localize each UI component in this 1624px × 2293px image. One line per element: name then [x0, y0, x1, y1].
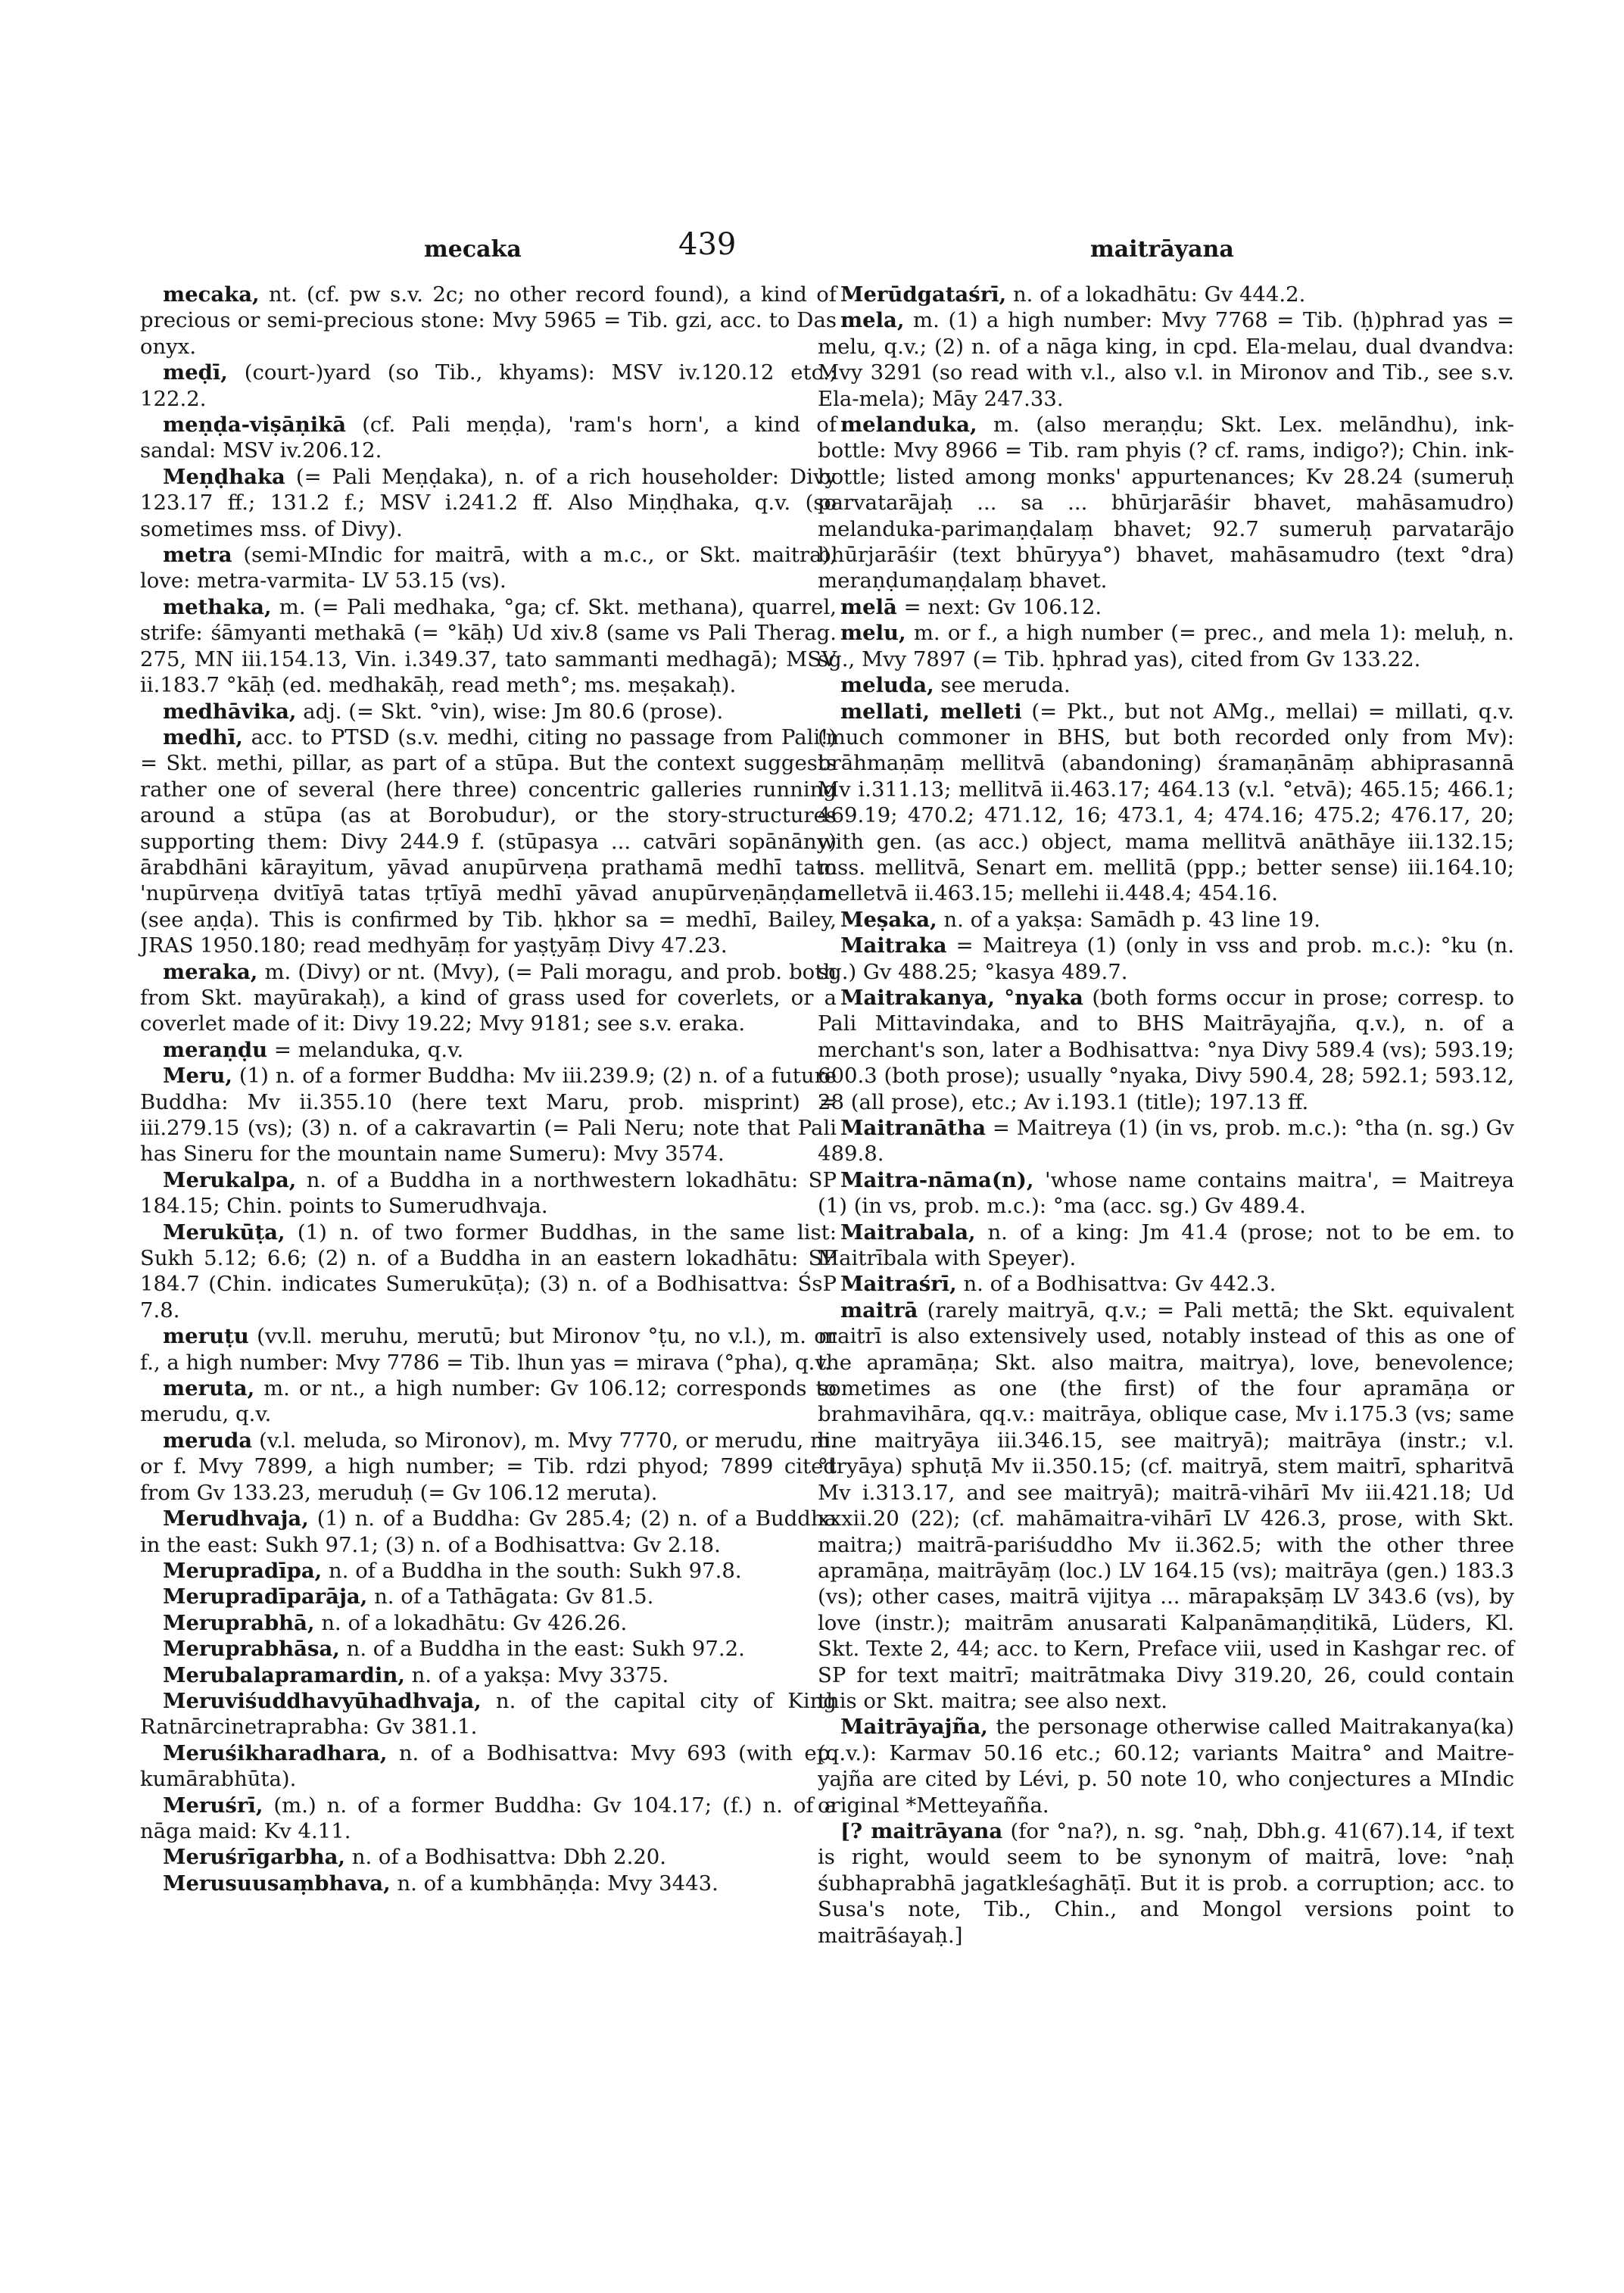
entry-headword: Maitranātha	[840, 1116, 987, 1140]
entry-definition: (court-)yard (so Tib., khyams): MSV iv.120.12 etc.; 122.2.	[140, 360, 837, 411]
entry-headword: metra	[163, 543, 232, 568]
entry-definition: (both forms occur in prose; corresp. to Pali Mittavindaka, and to BHS Maitrāyajña, q.v.), n. of a merchant's son, later a Bodhisattva: °nya Divy 589.4 (vs); 593.19; 600.3 (both prose); usually °nyaka, Divy 590.4, 28; 592.1; 593.12, 28 (all prose), etc.; Av i.193.1 (title); 197.13 ff.	[818, 985, 1514, 1114]
entry-definition: n. of a Buddha in the east: Sukh 97.2.	[339, 1637, 745, 1662]
entry-definition: (= Pali Meṇḍaka), n. of a rich householder: Divy 123.17 ff.; 131.2 f.; MSV i.241.2 ff. Also Miṇḍhaka, q.v. (so sometimes mss. of Divy).	[140, 464, 837, 541]
dictionary-entry	[140, 1844, 837, 1870]
dictionary-entry	[818, 1271, 1514, 1297]
dictionary-entry	[818, 907, 1514, 933]
entry-definition: (m.) n. of a former Buddha: Gv 104.17; (f.) n. of a nāga maid: Kv 4.11.	[140, 1793, 837, 1843]
entry-definition: m. (Divy) or nt. (Mvy), (= Pali moragu, and prob. both from Skt. mayūrakaḥ), a kind of grass used for coverlets, or a coverlet made of it: Divy 19.22; Mvy 9181; see s.v. eraka.	[140, 959, 837, 1036]
entry-headword: Merudhvaja,	[163, 1506, 309, 1531]
dictionary-entry	[140, 1037, 837, 1063]
entry-definition: n. of a Bodhisattva: Mvy 693 (with ep. kumārabhūta).	[140, 1740, 837, 1792]
entry-headword: Meru,	[163, 1064, 232, 1089]
dictionary-entry	[140, 1506, 837, 1558]
entry-headword: Merupradīparāja,	[163, 1584, 368, 1609]
dictionary-entry	[818, 1818, 1514, 1949]
entry-definition: (for °na?), n. sg. °naḥ, Dbh.g. 41(67).14, if text is right, would seem to be synonym of maitrā, love: °naḥ śubhaprabhā jagatkleśaghāṭī. But it is prob. a corruption; acc. to Susa's note, Tib., Chin., and Mongol versions point to maitrāśayaḥ.]	[818, 1818, 1514, 1948]
entry-definition: (= Pkt., but not AMg., mellai) = millati, q.v. (much commoner in BHS, but both recorded only from Mv): brāhmaṇāṃ mellitvā (abandoning) śramaṇānāṃ abhiprasannā Mv i.311.13; mellitvā ii.463.17; 464.13 (v.l. °etvā); 465.15; 466.1; 469.19; 470.2; 471.12, 16; 473.1, 4; 474.16; 475.2; 476.17, 20; with gen. (as acc.) object, mama mellitvā anāthāye iii.132.15; mss. mellitvā, Senart em. mellitā (ppp.; better sense) iii.164.10; melletvā ii.463.15; mellehi ii.448.4; 454.16.	[818, 699, 1514, 906]
entry-headword: Meṣaka,	[840, 907, 937, 932]
dictionary-entry	[818, 672, 1514, 698]
entry-definition: (1) n. of two former Buddhas, in the same list: Sukh 5.12; 6.6; (2) n. of a Buddha in an eastern lokadhātu: SP 184.7 (Chin. indicates Sumerukūṭa); (3) n. of a Bodhisattva: ŚsP 7.8.	[140, 1220, 837, 1323]
entry-definition: 'whose name contains maitra', = Maitreya (1) (in vs, prob. m.c.): °ma (acc. sg.) Gv 489.4.	[818, 1167, 1514, 1219]
entry-definition: = Maitreya (1) (in vs, prob. m.c.): °tha (n. sg.) Gv 489.8.	[818, 1116, 1514, 1167]
dictionary-entry	[140, 542, 837, 594]
dictionary-entry	[140, 1428, 837, 1506]
entry-headword: Maitraśrī,	[840, 1272, 957, 1297]
entry-definition: = next: Gv 106.12.	[896, 594, 1102, 619]
entry-definition: n. of a yakṣa: Samādh p. 43 line 19.	[937, 907, 1320, 932]
entry-definition: n. of the capital city of King Ratnārcinetraprabha: Gv 381.1.	[140, 1688, 837, 1740]
dictionary-entry	[140, 1584, 837, 1609]
entry-headword: [? maitrāyana	[840, 1818, 1003, 1843]
entry-definition: = melanduka, q.v.	[267, 1037, 464, 1062]
entry-headword: Maitra-nāma(n),	[840, 1167, 1034, 1192]
entry-headword: meruṭu	[163, 1324, 249, 1349]
entry-headword: mecaka,	[163, 282, 260, 307]
entry-definition: the personage otherwise called Maitrakanya(ka) (q.v.): Karmav 50.16 etc.; 60.12; variants Maitra° and Maitre-yajña are cited by Lévi, p. 50 note 10, who conjectures a MIndic original *Metteyañña.	[818, 1715, 1514, 1818]
entry-definition: (cf. Pali meṇḍa), 'ram's horn', a kind of sandal: MSV iv.206.12.	[140, 413, 837, 463]
dictionary-entry	[818, 985, 1514, 1115]
entry-headword: Meruprabhāsa,	[163, 1637, 340, 1662]
entry-definition: n. of a Bodhisattva: Dbh 2.20.	[345, 1845, 667, 1870]
entry-headword: meḍī,	[163, 360, 228, 385]
dictionary-entry	[818, 412, 1514, 594]
entry-headword: Maitrabala,	[840, 1220, 976, 1245]
dictionary-entry	[818, 1167, 1514, 1220]
entry-headword: Merusuusaṃbhava,	[163, 1871, 391, 1896]
entry-definition: see meruda.	[934, 673, 1071, 698]
dictionary-entry	[140, 412, 837, 464]
dictionary-entry	[818, 1220, 1514, 1272]
entry-definition: n. of a Bodhisattva: Gv 442.3.	[956, 1272, 1276, 1297]
entry-headword: melā	[840, 594, 897, 619]
dictionary-entry	[140, 1323, 837, 1375]
entry-definition: adj. (= Skt. °vin), wise: Jm 80.6 (prose).	[296, 699, 724, 724]
dictionary-entry	[140, 464, 837, 542]
right-column	[818, 282, 1514, 1949]
dictionary-entry	[140, 360, 837, 412]
entry-definition: (1) n. of a former Buddha: Mv iii.239.9; (2) n. of a future Buddha: Mv ii.355.10 (here text Maru, prob. misprint) = iii.279.15 (vs); (3) n. of a cakravartin (= Pali Neru; note that Pali has Sineru for the mountain name Sumeru): Mvy 3574.	[140, 1064, 837, 1167]
entry-definition: m. or nt., a high number: Gv 106.12; corresponds to merudu, q.v.	[140, 1376, 837, 1427]
entry-definition: n. of a lokadhātu: Gv 444.2.	[1006, 282, 1306, 307]
dictionary-entry	[140, 1740, 837, 1793]
entry-headword: melanduka,	[840, 413, 977, 438]
dictionary-entry	[140, 1220, 837, 1324]
entry-definition: m. or f., a high number (= prec., and mela 1): meluḥ, n. sg., Mvy 7897 (= Tib. ḥphrad yas), cited from Gv 133.22.	[818, 621, 1514, 671]
dictionary-entry	[140, 1063, 837, 1167]
entry-headword: Meruprabhā,	[163, 1610, 315, 1635]
entry-definition: (v.l. meluda, so Mironov), m. Mvy 7770, or merudu, m. or f. Mvy 7899, a high number; = Tib. rdzi phyod; 7899 cited from Gv 133.23, meruduḥ (= Gv 106.12 meruta).	[140, 1428, 837, 1505]
entry-headword: meluda,	[840, 673, 934, 698]
entry-definition: n. of a Tathāgata: Gv 81.5.	[367, 1584, 654, 1609]
entry-definition: m. (also meraṇḍu; Skt. Lex. melāndhu), ink-bottle: Mvy 8966 = Tib. ram phyis (? cf. rams, indigo?); Chin. ink-bottle; listed among monks' appurtenances; Kv 28.24 (sumeruḥ parvatarājaḥ ... sa ... bhūrjarāśir bhavet, mahāsamudro) melanduka-parimaṇḍalaṃ bhavet; 92.7 sumeruḥ parvatarājo bhūrjarāśir (text bhūryya°) bhavet, mahāsamudro (text °dra) meraṇḍumaṇḍalaṃ bhavet.	[818, 413, 1514, 594]
entry-headword: Maitrāyajña,	[840, 1715, 988, 1740]
dictionary-entry	[140, 1662, 837, 1688]
dictionary-entry	[140, 1558, 837, 1584]
entry-headword: medhāvika,	[163, 699, 297, 724]
entry-definition: (rarely maitryā, q.v.; = Pali mettā; the Skt. equivalent maitrī is also extensively used, notably instead of this as one of the apramāṇa; Skt. also maitra, maitrya), love, benevolence; sometimes as one (the first) of the four apramāṇa or brahmavihāra, qq.v.: maitrāya, oblique case, Mv i.175.3 (vs; same line maitryāya iii.346.15, see maitryā); maitrāya (instr.; v.l. °tryāya) sphuṭā Mv ii.350.15; (cf. maitryā, stem maitrī, spharitvā Mv i.313.17, and see maitryā); maitrā-vihārī Mv iii.421.18; Ud xxxii.20 (22); (cf. mahāmaitra-vihārī LV 426.3, prose, with Skt. maitra;) maitrā-pariśuddho Mv ii.362.5; with the other three apramāṇa, maitrāyāṃ (loc.) LV 164.15 (vs); maitrāya (gen.) 183.3 (vs); other cases, maitrā vijitya ... mārapakṣāṃ LV 343.6 (vs), by love (instr.); maitrām anusarati Kalpanāmaṇḍitikā, Lüders, Kl. Skt. Texte 2, 44; acc. to Kern, Preface viii, used in Kashgar rec. of SP for text maitrī; maitrātmaka Divy 319.20, 26, could contain this or Skt. maitra; see also next.	[818, 1298, 1514, 1713]
dictionary-entry	[818, 1714, 1514, 1818]
dictionary-entry	[140, 1636, 837, 1662]
entry-headword: Meruśikharadhara,	[163, 1740, 388, 1765]
dictionary-entry	[818, 1115, 1514, 1167]
entry-headword: Maitraka	[840, 933, 947, 958]
entry-definition: (semi-MIndic for maitrā, with a m.c., or Skt. maitra), love: metra-varmita- LV 53.15 (vs).	[140, 543, 837, 594]
page-header	[136, 227, 1499, 273]
entry-definition: n. of a Buddha in the south: Sukh 97.8.	[322, 1558, 742, 1583]
entry-definition: (1) n. of a Buddha: Gv 285.4; (2) n. of a Buddha in the east: Sukh 97.1; (3) n. of a Bodhisattva: Gv 2.18.	[140, 1506, 837, 1557]
dictionary-entry	[140, 594, 837, 699]
left-column	[140, 282, 837, 1896]
dictionary-entry	[818, 1298, 1514, 1715]
dictionary-entry	[140, 1375, 837, 1428]
dictionary-entry	[140, 699, 837, 724]
dictionary-entry	[140, 282, 837, 360]
dictionary-entry	[818, 699, 1514, 907]
dictionary-entry	[140, 1871, 837, 1896]
entry-definition: = Maitreya (1) (only in vss and prob. m.c.): °ku (n. sg.) Gv 488.25; °kasya 489.7.	[818, 933, 1514, 984]
left-guide-word: mecaka	[424, 236, 522, 263]
dictionary-entry	[818, 933, 1514, 985]
dictionary-entry	[818, 307, 1514, 412]
entry-headword: medhī,	[163, 724, 243, 749]
entry-headword: meraka,	[163, 959, 258, 984]
entry-headword: meṇḍa-viṣāṇikā	[163, 413, 347, 438]
entry-headword: Maitrakanya, °nyaka	[840, 985, 1083, 1010]
dictionary-entry	[818, 282, 1514, 307]
entry-headword: Merukūṭa,	[163, 1220, 285, 1245]
entry-definition: acc. to PTSD (s.v. medhi, citing no passage from Pali!) = Skt. methi, pillar, as part of a stūpa. But the context suggests rather one of several (here three) concentric galleries running around a stūpa (as at Borobudur), or the story-structures supporting them: Divy 244.9 f. (stūpasya ... catvāri sopānāny) ārabdhāni kārayitum, yāvad anupūrveṇa prathamā medhī tato 'nupūrveṇa dvitīyā tatas tṛtīyā medhī yāvad anupūrveṇāṇḍam (see aṇḍa). This is confirmed by Tib. ḥkhor sa = medhī, Bailey, JRAS 1950.180; read medhyāṃ for yaṣṭyāṃ Divy 47.23.	[140, 724, 837, 958]
entry-headword: melu,	[840, 621, 906, 646]
page-number: 439	[678, 227, 737, 262]
entry-definition: (vv.ll. meruhu, merutū; but Mironov °ṭu, no v.l.), m. or f., a high number: Mvy 7786 = Tib. lhun yas = mirava (°pha), q.v.	[140, 1324, 837, 1375]
entry-definition: n. of a lokadhātu: Gv 426.26.	[314, 1610, 628, 1635]
entry-headword: Merupradīpa,	[163, 1558, 323, 1583]
entry-definition: n. of a yakṣa: Mvy 3375.	[404, 1662, 669, 1687]
entry-definition: nt. (cf. pw s.v. 2c; no other record found), a kind of precious or semi-precious stone: Mvy 5965 = Tib. gzi, acc. to Das onyx.	[140, 282, 837, 359]
entry-headword: maitrā	[840, 1298, 918, 1323]
entry-headword: meruda	[163, 1428, 253, 1453]
entry-headword: Meruśrīgarbha,	[163, 1845, 345, 1870]
dictionary-entry	[140, 959, 837, 1037]
right-guide-word: maitrāyana	[1090, 236, 1234, 263]
entry-headword: Meṇḍhaka	[163, 464, 285, 489]
dictionary-entry	[140, 1793, 837, 1845]
dictionary-entry	[818, 620, 1514, 672]
entry-definition: n. of a kumbhāṇḍa: Mvy 3443.	[390, 1871, 718, 1896]
dictionary-entry	[818, 594, 1514, 620]
entry-headword: Meruviśuddhavyūhadhvaja,	[163, 1688, 482, 1713]
entry-headword: mellati, melleti	[840, 699, 1022, 724]
entry-headword: Merukalpa,	[163, 1167, 297, 1192]
entry-headword: methaka,	[163, 594, 272, 619]
dictionary-entry	[140, 724, 837, 959]
dictionary-entry	[140, 1167, 837, 1220]
entry-definition: m. (= Pali medhaka, °ga; cf. Skt. methana), quarrel, strife: śāmyanti methakā (= °kāḥ) Ud xiv.8 (same vs Pali Therag. 275, MN iii.154.13, Vin. i.349.37, tato sammanti medhagā); MSV ii.183.7 °kāḥ (ed. medhakāḥ, read meth°; ms. meṣakaḥ).	[140, 594, 837, 698]
entry-headword: meruta,	[163, 1376, 255, 1401]
entry-headword: Meruśrī,	[163, 1793, 263, 1818]
entry-headword: mela,	[840, 308, 905, 333]
entry-definition: n. of a Buddha in a northwestern lokadhātu: SP 184.15; Chin. points to Sumerudhvaja.	[140, 1167, 837, 1219]
entry-headword: Merūdgataśrī,	[840, 282, 1007, 307]
dictionary-entry	[140, 1688, 837, 1740]
entry-definition: n. of a king: Jm 41.4 (prose; not to be em. to Maitrībala with Speyer).	[818, 1220, 1514, 1271]
entry-headword: meraṇḍu	[163, 1037, 268, 1062]
dictionary-entry	[140, 1610, 837, 1636]
entry-definition: m. (1) a high number: Mvy 7768 = Tib. (ḥ)phrad yas = melu, q.v.; (2) n. of a nāga king, in cpd. Ela-melau, dual dvandva: Mvy 3291 (so read with v.l., also v.l. in Mironov and Tib., see s.v. Ela-mela); Māy 247.33.	[818, 308, 1514, 411]
entry-headword: Merubalapramardin,	[163, 1662, 405, 1687]
